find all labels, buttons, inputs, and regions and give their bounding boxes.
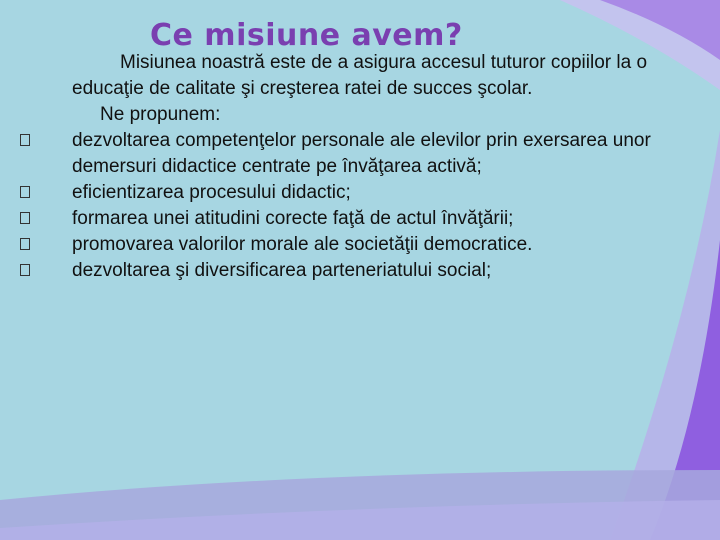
mission-paragraph: Misiunea noastră este de a asigura accesul tuturor copiilor la o educaţie de calitate şi creşterea ratei de succes şcolar. [72,52,648,99]
bullet-box-icon [20,134,30,146]
bullet-text: formarea unei atitudini corecte faţă de actul învăţării; [72,208,514,229]
slide-body [20,50,670,284]
bullet-text: promovarea valorilor morale ale societăţii democratice. [72,234,533,255]
bullet-box-icon [20,186,30,198]
intro-line: Ne propunem: [100,104,221,125]
slide-title: Ce misiune avem? [150,18,463,53]
bullet-box-icon [20,212,30,224]
bullet-box-icon [20,264,30,276]
bullet-box-icon [20,238,30,250]
bullet-text: dezvoltarea şi diversificarea parteneriatului social; [72,260,492,281]
bullet-item [20,232,670,258]
bullet-text: eficientizarea procesului didactic; [72,182,351,203]
bullet-item [20,128,670,180]
bullet-text: dezvoltarea competenţelor personale ale elevilor prin exersarea unor demersuri didactice centrate pe învăţarea activă; [72,130,651,177]
bullet-item [20,206,670,232]
bullet-item [20,180,670,206]
bullet-item [20,258,670,284]
